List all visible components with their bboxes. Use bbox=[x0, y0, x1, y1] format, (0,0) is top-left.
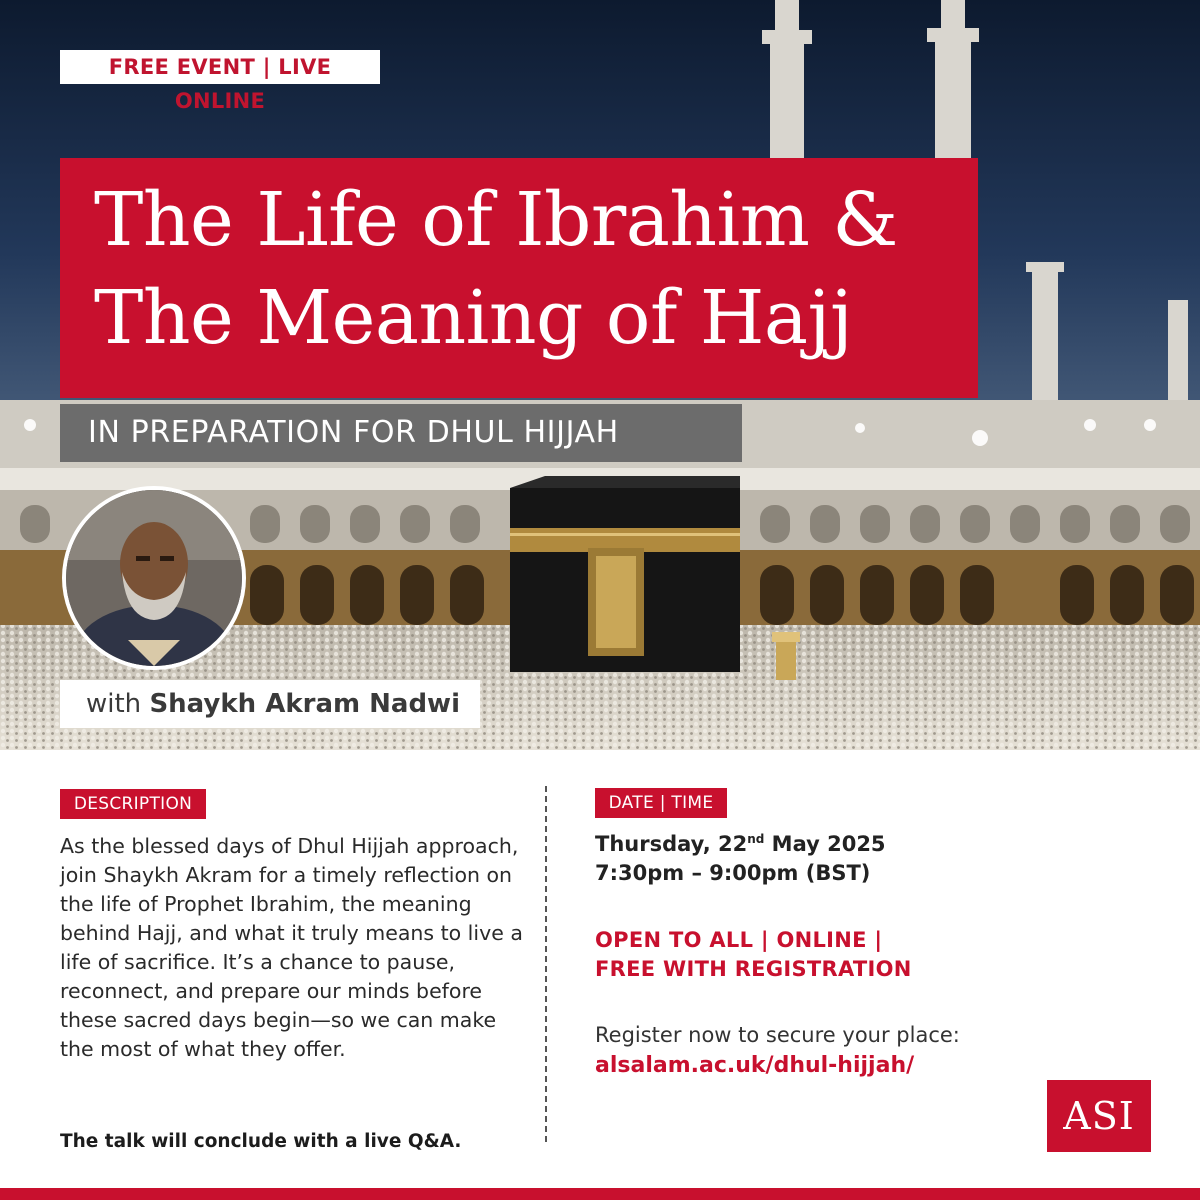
title-line-1: The Life of Ibrahim & bbox=[94, 177, 898, 263]
speaker-portrait-icon bbox=[66, 490, 242, 666]
event-date-month-year: May 2025 bbox=[764, 832, 886, 856]
closing-note: The talk will conclude with a live Q&A. bbox=[60, 1131, 462, 1152]
register-prompt: Register now to secure your place: bbox=[595, 1023, 960, 1047]
event-time: 7:30pm – 9:00pm (BST) bbox=[595, 861, 871, 885]
date-time-label: DATE | TIME bbox=[595, 788, 727, 818]
speaker-avatar bbox=[62, 486, 246, 670]
speaker-name: Shaykh Akram Nadwi bbox=[149, 689, 460, 719]
description-text: As the blessed days of Dhul Hijjah approach, join Shaykh Akram for a timely reflection on the life of Prophet Ibrahim, the meaning behind Hajj, and what it truly means to live a life of sacrifice. It’s a chance to pause, reconnect, and prepare our minds before these sacred days begin—so we can make the most of what they offer. bbox=[60, 834, 523, 1061]
footer-accent-bar bbox=[0, 1188, 1200, 1200]
column-divider bbox=[545, 786, 547, 1142]
access-info-line-1: OPEN TO ALL | ONLINE | bbox=[595, 928, 883, 952]
event-date-ordinal: nd bbox=[747, 832, 765, 846]
event-type-badge: FREE EVENT | LIVE ONLINE bbox=[60, 50, 380, 84]
speaker-banner bbox=[60, 680, 480, 728]
title-banner bbox=[60, 158, 978, 398]
access-info-line-2: FREE WITH REGISTRATION bbox=[595, 957, 912, 981]
asi-logo: ASI bbox=[1047, 1080, 1151, 1152]
register-link[interactable]: alsalam.ac.uk/dhul-hijjah/ bbox=[595, 1053, 915, 1078]
speaker-prefix: with bbox=[86, 689, 150, 719]
event-date bbox=[595, 832, 886, 856]
title-line-2: The Meaning of Hajj bbox=[94, 275, 853, 361]
event-date-day: Thursday, 22 bbox=[595, 832, 748, 856]
subtitle-banner: IN PREPARATION FOR DHUL HIJJAH bbox=[60, 404, 742, 462]
description-label: DESCRIPTION bbox=[60, 789, 206, 819]
